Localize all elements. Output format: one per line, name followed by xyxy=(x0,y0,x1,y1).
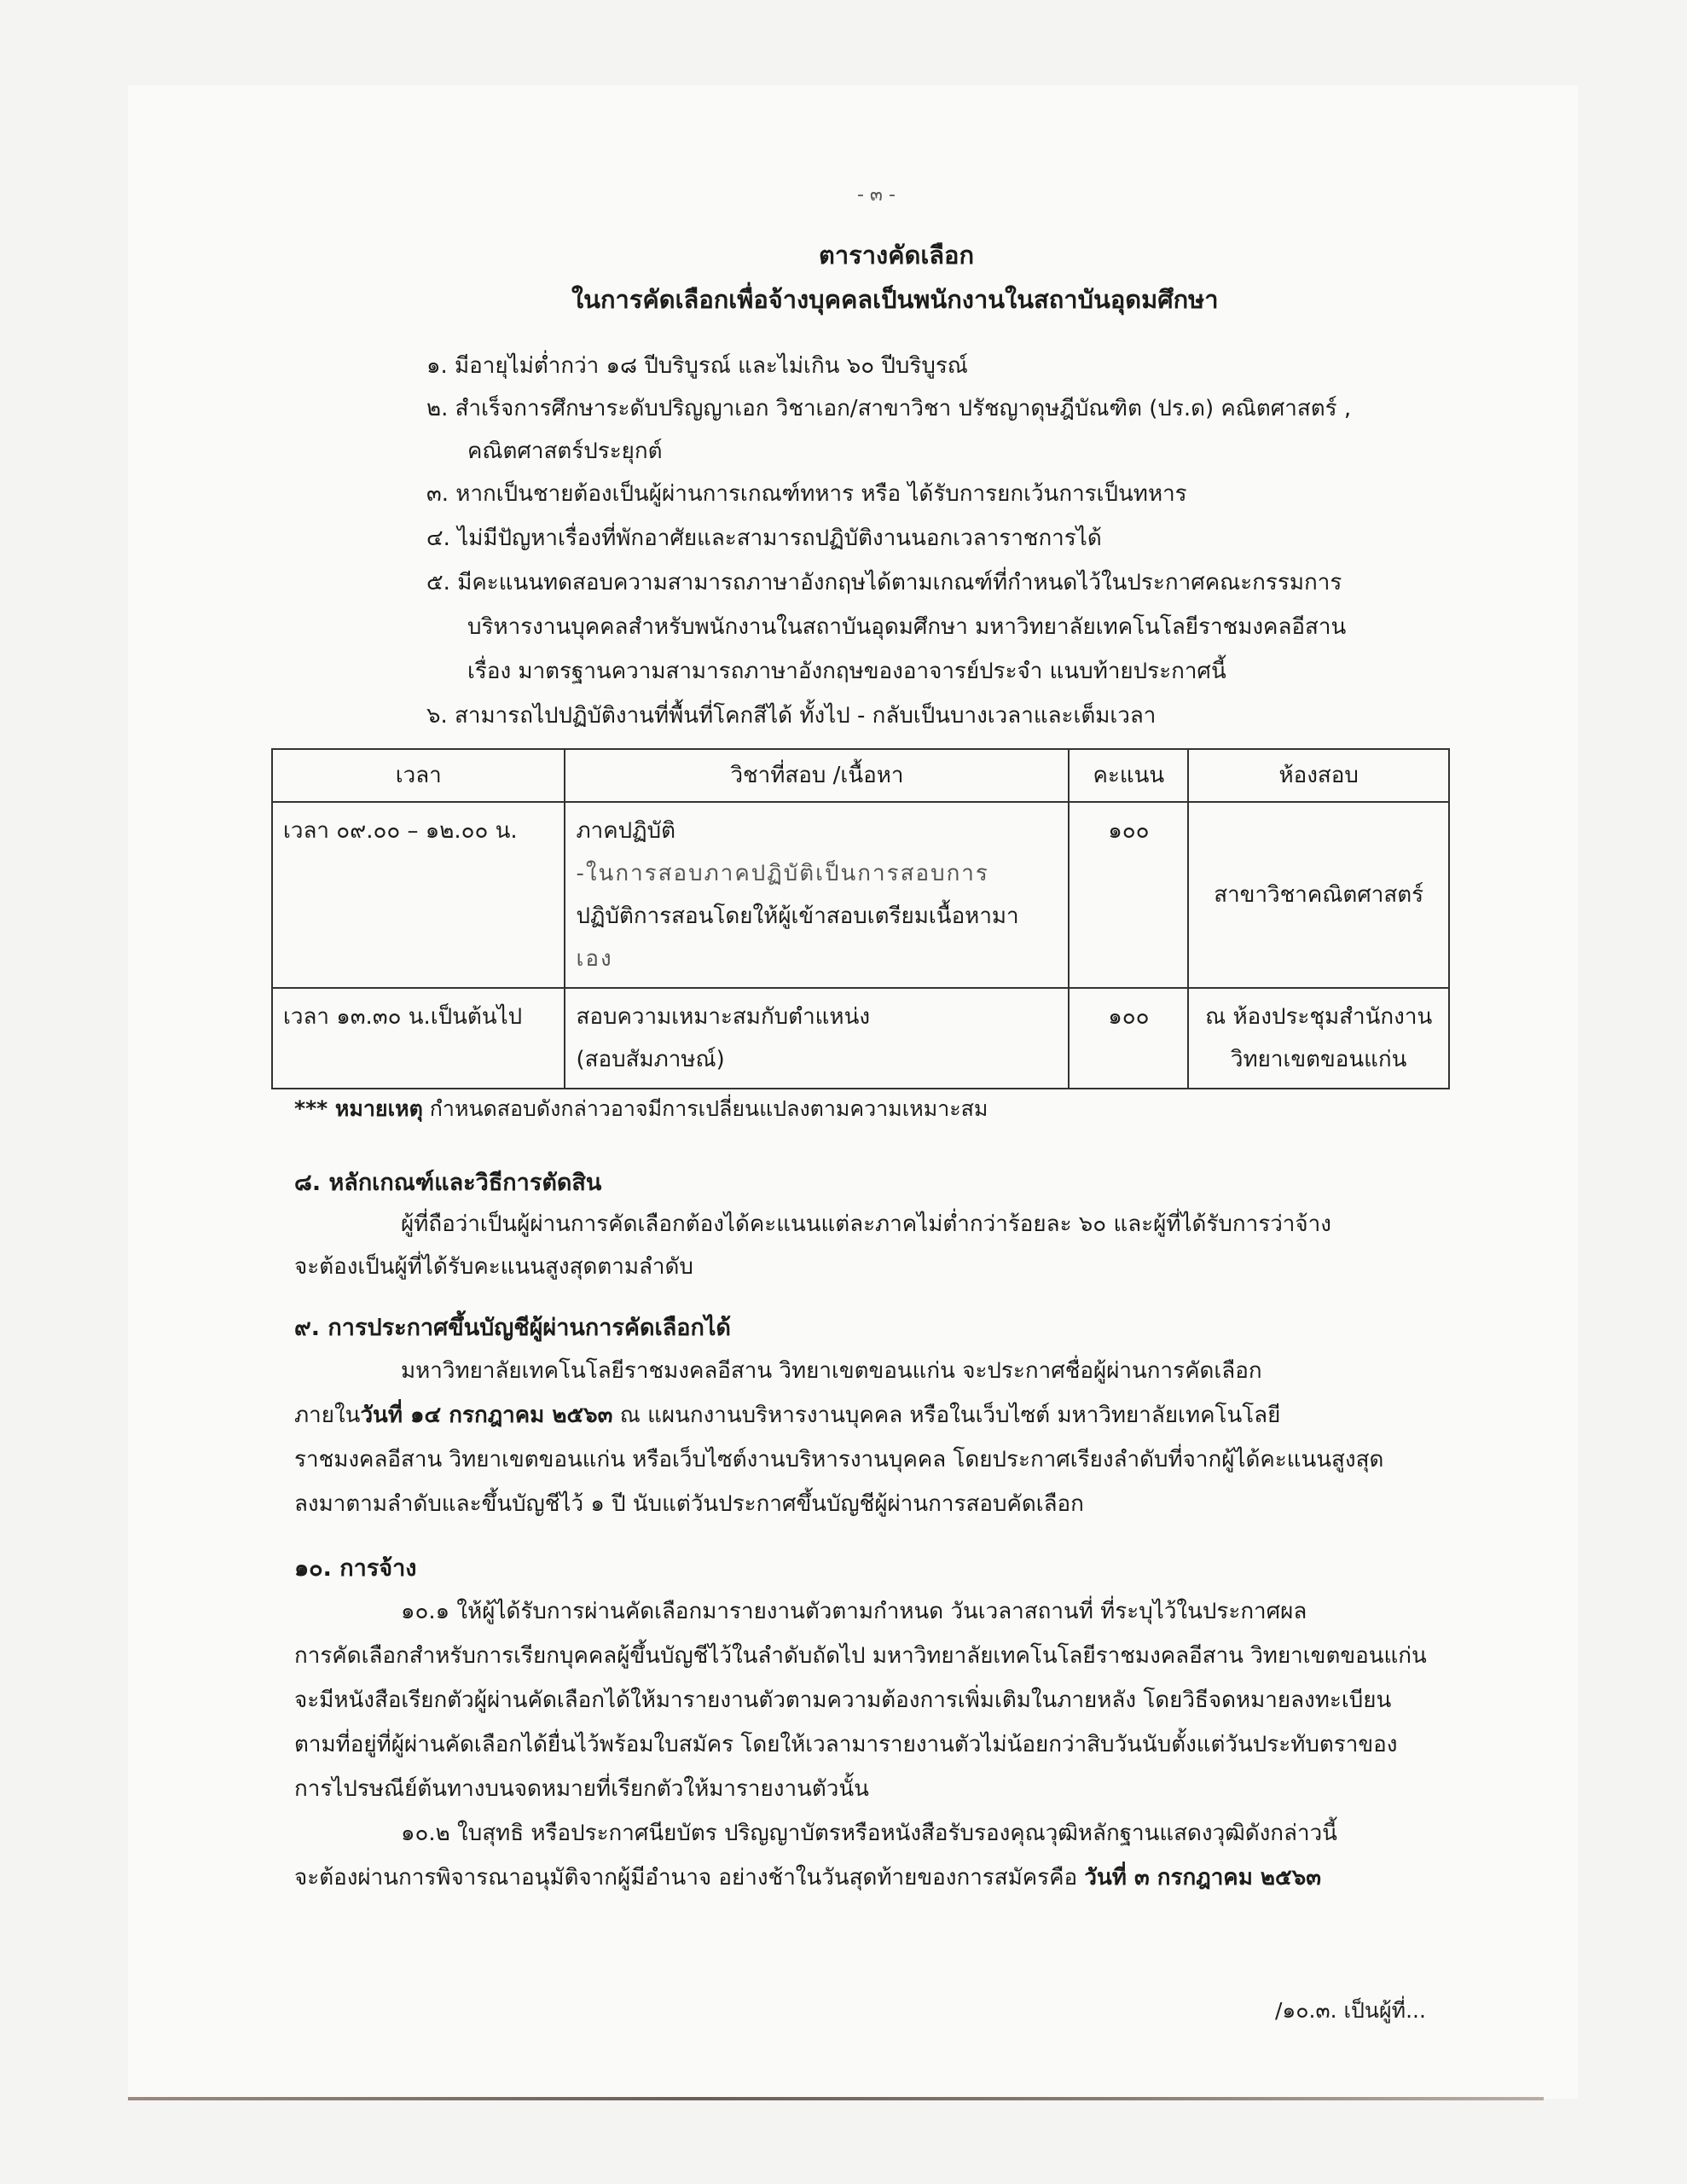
page-bottom-edge xyxy=(128,2097,1544,2100)
section-8-heading: ๘. หลักเกณฑ์และวิธีการตัดสิน xyxy=(294,1170,602,1196)
section-10-2-line xyxy=(294,1860,1321,1895)
exam-room-line: ณ ห้องประชุมสำนักงาน xyxy=(1205,1004,1433,1030)
section-10-2-text: จะต้องผ่านการพิจารณาอนุมัติจากผู้มีอำนาจ อย่างช้าในวันสุดท้ายของการสมัครคือ xyxy=(294,1865,1085,1891)
section-9-line: ราชมงคลอีสาน วิทยาเขตขอนแก่น หรือเว็บไซต์งานบริหารงานบุคคล โดยประกาศเรียงลำดับที่จากผู้ได้คะแนนสูงสุด xyxy=(294,1447,1384,1472)
exam-room-line: วิทยาเขตขอนแก่น xyxy=(1230,1047,1407,1072)
column-header-subject: วิชาที่สอบ /เนื้อหา xyxy=(565,749,1069,802)
column-header-time: เวลา xyxy=(272,749,565,802)
exam-room: สาขาวิชาคณิตศาสตร์ xyxy=(1188,802,1449,988)
column-header-room: ห้องสอบ xyxy=(1188,749,1449,802)
exam-time: เวลา ๑๓.๓๐ น.เป็นต้นไป xyxy=(272,988,565,1089)
exam-subject xyxy=(565,988,1069,1089)
section-9-text: ภายใน xyxy=(294,1403,361,1428)
exam-subject-title: สอบความเหมาะสมกับตำแหน่ง xyxy=(576,1004,871,1030)
qualification-item-continued: คณิตศาสตร์ประยุกต์ xyxy=(467,439,663,464)
section-10-heading: ๑๐. การจ้าง xyxy=(294,1555,417,1582)
table-header-row xyxy=(272,749,1449,802)
column-header-score: คะแนน xyxy=(1069,749,1188,802)
section-9-line: ลงมาตามลำดับและขึ้นบัญชีไว้ ๑ ปี นับแต่วันประกาศขึ้นบัญชีผู้ผ่านการสอบคัดเลือก xyxy=(294,1491,1084,1517)
qualification-item: ๒. สำเร็จการศึกษาระดับปริญญาเอก วิชาเอก/สาขาวิชา ปรัชญาดุษฎีบัณฑิต (ปร.ด) คณิตศาสตร์ , xyxy=(426,396,1352,421)
exam-subject xyxy=(565,802,1069,988)
section-8-line: ผู้ที่ถือว่าเป็นผู้ผ่านการคัดเลือกต้องได้คะแนนแต่ละภาคไม่ต่ำกว่าร้อยละ ๖๐ และผู้ที่ได้รับการว่าจ้าง xyxy=(401,1211,1331,1237)
exam-subject-title: ภาคปฏิบัติ xyxy=(576,818,675,844)
table-row xyxy=(272,802,1449,988)
section-10-1-line: การคัดเลือกสำหรับการเรียกบุคคลผู้ขึ้นบัญชีไว้ในลำดับถัดไป มหาวิทยาลัยเทคโนโลยีราชมงคลอีสาน วิทยาเขตขอนแก่น xyxy=(294,1643,1427,1669)
qualification-item: ๔. ไม่มีปัญหาเรื่องที่พักอาศัยและสามารถปฏิบัติงานนอกเวลาราชการได้ xyxy=(426,526,1102,551)
section-10-2-line: ๑๐.๒ ใบสุทธิ หรือประกาศนียบัตร ปริญญาบัตรหรือหนังสือรับรองคุณวุฒิหลักฐานแสดงวุฒิดังกล่าวนี้ xyxy=(401,1821,1337,1846)
exam-schedule-table xyxy=(271,748,1450,1089)
remark-text: กำหนดสอบดังกล่าวอาจมีการเปลี่ยนแปลงตามความเหมาะสม xyxy=(429,1096,988,1121)
section-10-1-line: จะมีหนังสือเรียกตัวผู้ผ่านคัดเลือกได้ให้มารายงานตัวตามความต้องการเพิ่มเติมในภายหลัง โดยวิธีจดหมายลงทะเบียน xyxy=(294,1687,1392,1713)
section-8-line: จะต้องเป็นผู้ที่ได้รับคะแนนสูงสุดตามลำดับ xyxy=(294,1254,693,1280)
section-10-1-line: ตามที่อยู่ที่ผู้ผ่านคัดเลือกได้ยื่นไว้พร้อมใบสมัคร โดยให้เวลามารายงานตัวไม่น้อยกว่าสิบวันนับตั้งแต่วันประทับตราของ xyxy=(294,1732,1398,1757)
application-deadline-date: วันที่ ๓ กรกฎาคม ๒๕๖๓ xyxy=(1084,1865,1321,1891)
document-subtitle: ในการคัดเลือกเพื่อจ้างบุคคลเป็นพนักงานในสถาบันอุดมศึกษา xyxy=(571,285,1219,314)
section-9-heading: ๙. การประกาศขึ้นบัญชีผู้ผ่านการคัดเลือกได้ xyxy=(294,1315,731,1341)
qualification-item: ๖. สามารถไปปฏิบัติงานที่พื้นที่โคกสีได้ ทั้งไป - กลับเป็นบางเวลาและเต็มเวลา xyxy=(426,703,1157,729)
section-9-line: มหาวิทยาลัยเทคโนโลยีราชมงคลอีสาน วิทยาเขตขอนแก่น จะประกาศชื่อผู้ผ่านการคัดเลือก xyxy=(401,1358,1262,1384)
page-number: - ๓ - xyxy=(857,184,896,206)
qualification-item: ๕. มีคะแนนทดสอบความสามารถภาษาอังกฤษได้ตามเกณฑ์ที่กำหนดไว้ในประกาศคณะกรรมการ xyxy=(426,570,1342,595)
qualification-item-continued: เรื่อง มาตรฐานความสามารถภาษาอังกฤษของอาจารย์ประจำ แนบท้ายประกาศนี้ xyxy=(467,659,1226,684)
remark xyxy=(294,1092,988,1126)
qualification-item: ๑. มีอายุไม่ต่ำกว่า ๑๘ ปีบริบูรณ์ และไม่เกิน ๖๐ ปีบริบูรณ์ xyxy=(426,353,968,379)
exam-score: ๑๐๐ xyxy=(1069,988,1188,1089)
document-title: ตารางคัดเลือก xyxy=(819,241,975,270)
exam-room xyxy=(1188,988,1449,1089)
exam-score: ๑๐๐ xyxy=(1069,802,1188,988)
section-10-1-line: ๑๐.๑ ให้ผู้ได้รับการผ่านคัดเลือกมารายงานตัวตามกำหนด วันเวลาสถานที่ ที่ระบุไว้ในประกาศผล xyxy=(401,1599,1307,1624)
section-9-line xyxy=(294,1397,1280,1432)
remark-label: *** หมายเหตุ xyxy=(294,1096,423,1121)
exam-time: เวลา ๐๙.๐๐ – ๑๒.๐๐ น. xyxy=(272,802,565,988)
exam-subject-detail: -ในการสอบภาคปฏิบัติเป็นการสอบการ xyxy=(576,861,989,886)
section-10-1-line: การไปรษณีย์ต้นทางบนจดหมายที่เรียกตัวให้มารายงานตัวนั้น xyxy=(294,1776,869,1802)
exam-subject-detail: เอง xyxy=(576,946,613,972)
continuation-reference: /๑๐.๓. เป็นผู้ที่... xyxy=(1275,1998,1426,2023)
qualification-item: ๓. หากเป็นชายต้องเป็นผู้ผ่านการเกณฑ์ทหาร หรือ ได้รับการยกเว้นการเป็นทหาร xyxy=(426,481,1187,507)
announcement-date: วันที่ ๑๔ กรกฎาคม ๒๕๖๓ xyxy=(360,1403,613,1428)
exam-subject-detail: (สอบสัมภาษณ์) xyxy=(576,1047,725,1072)
qualification-item-continued: บริหารงานบุคคลสำหรับพนักงานในสถาบันอุดมศึกษา มหาวิทยาลัยเทคโนโลยีราชมงคลอีสาน xyxy=(467,614,1347,640)
exam-subject-detail: ปฏิบัติการสอนโดยให้ผู้เข้าสอบเตรียมเนื้อหามา xyxy=(576,903,1019,929)
table-row xyxy=(272,988,1449,1089)
section-9-text: ณ แผนกงานบริหารงานบุคคล หรือในเว็บไซต์ มหาวิทยาลัยเทคโนโลยี xyxy=(612,1403,1281,1428)
